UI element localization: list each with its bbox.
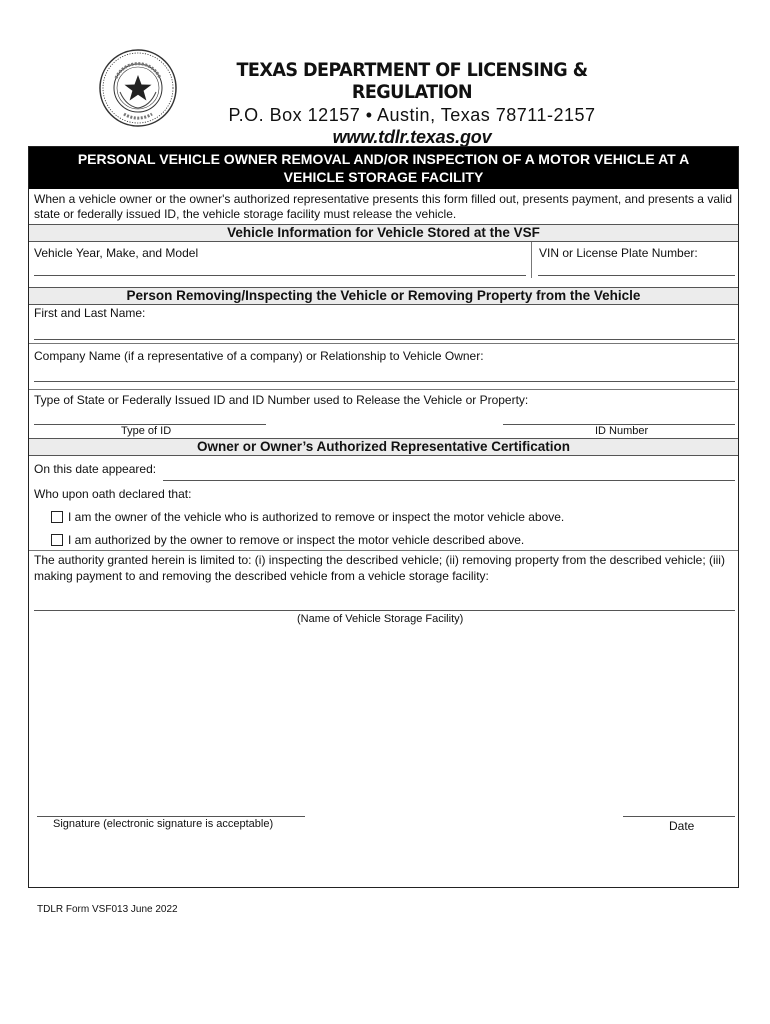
- date-appeared-field[interactable]: [163, 480, 735, 481]
- vehicle-section-heading: Vehicle Information for Vehicle Stored at the VSF: [29, 224, 738, 242]
- name-field[interactable]: [34, 339, 735, 340]
- signature-date-caption: Date: [669, 819, 695, 833]
- form-title: [29, 147, 738, 189]
- oath-divider: [29, 550, 738, 551]
- signature-caption: Signature (electronic signature is acceptable): [53, 818, 274, 830]
- type-of-id-caption: Type of ID: [121, 425, 172, 437]
- company-label: Company Name (if a representative of a company) or Relationship to Vehicle Owner:: [34, 349, 484, 363]
- person-section-heading: Person Removing/Inspecting the Vehicle or Removing Property from the Vehicle: [29, 287, 738, 305]
- vehicle-year-make-model-label: Vehicle Year, Make, and Model: [34, 246, 199, 260]
- texas-state-seal-icon: [98, 48, 178, 128]
- signature-field[interactable]: [37, 816, 305, 817]
- agency-address: P.O. Box 12157 • Austin, Texas 78711-2157: [228, 105, 596, 125]
- form-title-line-1: PERSONAL VEHICLE OWNER REMOVAL AND/OR INSPECTION OF A MOTOR VEHICLE AT A: [77, 151, 690, 167]
- agency-name: TEXAS DEPARTMENT OF LICENSING & REGULATION: [236, 60, 588, 103]
- form-title-line-2: VEHICLE STORAGE FACILITY: [283, 169, 484, 185]
- date-appeared-label: On this date appeared:: [34, 462, 157, 476]
- company-field[interactable]: [34, 381, 735, 382]
- vehicle-release-form: [28, 146, 739, 888]
- vsf-name-caption: (Name of Vehicle Storage Facility): [297, 613, 464, 625]
- company-divider: [29, 389, 738, 390]
- certification-section-heading: Owner or Owner’s Authorized Representative Certification: [29, 438, 738, 456]
- authorized-checkbox[interactable]: [51, 534, 63, 546]
- intro-text: When a vehicle owner or the owner's authorized representative presents this form filled out, presents payment, and presents a valid state or federally issued ID, the vehicle storage facility must release the vehicle.: [34, 192, 732, 221]
- vsf-name-field[interactable]: [34, 610, 735, 611]
- vehicle-year-make-model-field[interactable]: [34, 275, 526, 276]
- owner-checkbox[interactable]: [51, 511, 63, 523]
- authorized-option-label: I am authorized by the owner to remove or inspect the motor vehicle described above.: [68, 533, 525, 547]
- agency-website: www.tdlr.texas.gov: [332, 127, 492, 147]
- id-label: Type of State or Federally Issued ID and ID Number used to Release the Vehicle or Property:: [34, 393, 529, 407]
- vin-label: VIN or License Plate Number:: [539, 246, 698, 260]
- signature-date-field[interactable]: [623, 816, 735, 817]
- owner-option-label: I am the owner of the vehicle who is authorized to remove or inspect the motor vehicle above.: [68, 510, 565, 524]
- vin-field[interactable]: [538, 275, 735, 276]
- vehicle-field-divider: [531, 242, 532, 278]
- authority-text: The authority granted herein is limited to: (i) inspecting the described vehicle; (ii) removing property from the described vehicle; (iii) making payment to and removing the described vehicle from a vehicle storage facility:: [34, 553, 725, 583]
- agency-header: [192, 60, 632, 148]
- id-number-caption: ID Number: [595, 425, 649, 437]
- name-label: First and Last Name:: [34, 306, 146, 320]
- form-identifier: TDLR Form VSF013 June 2022: [37, 904, 178, 915]
- name-divider: [29, 343, 738, 344]
- oath-label: Who upon oath declared that:: [34, 487, 192, 501]
